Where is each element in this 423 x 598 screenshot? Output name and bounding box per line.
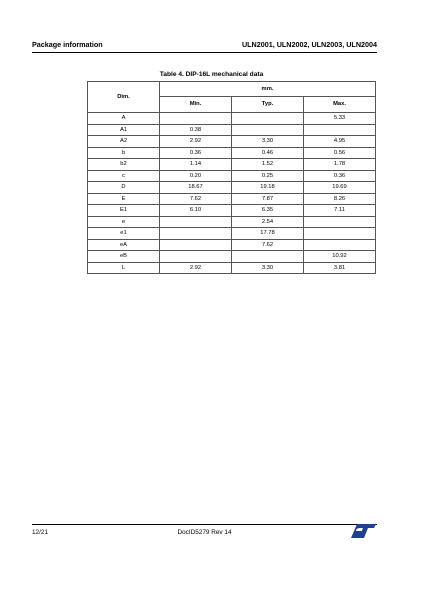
min-cell: 6.10: [160, 205, 232, 217]
max-cell: 19.69: [304, 182, 376, 194]
table-row: [88, 182, 376, 194]
dim-cell: A: [88, 113, 160, 125]
typ-cell: [232, 124, 304, 136]
typ-column-header: Typ.: [232, 97, 304, 113]
max-cell: 3.81: [304, 262, 376, 274]
typ-cell: 0.46: [232, 147, 304, 159]
table-row: [88, 262, 376, 274]
typ-cell: 6.35: [232, 205, 304, 217]
page-number: 12/21: [32, 529, 48, 536]
typ-cell: 1.52: [232, 159, 304, 171]
typ-cell: 19.18: [232, 182, 304, 194]
dim-cell: eA: [88, 239, 160, 251]
min-cell: 0.38: [160, 124, 232, 136]
min-cell: [160, 239, 232, 251]
typ-cell: [232, 113, 304, 125]
min-cell: [160, 216, 232, 228]
max-cell: [304, 239, 376, 251]
min-cell: 0.20: [160, 170, 232, 182]
mechanical-data-table: [87, 81, 376, 274]
max-cell: 10.92: [304, 251, 376, 263]
part-numbers: ULN2001, ULN2002, ULN2003, ULN2004: [241, 40, 377, 49]
min-cell: 2.92: [160, 262, 232, 274]
table-row: [88, 124, 376, 136]
table-row: [88, 193, 376, 205]
max-cell: 8.26: [304, 193, 376, 205]
dim-cell: c: [88, 170, 160, 182]
max-cell: [304, 124, 376, 136]
dim-cell: e: [88, 216, 160, 228]
min-cell: [160, 113, 232, 125]
table-row: [88, 251, 376, 263]
table-row: [88, 216, 376, 228]
dim-cell: E: [88, 193, 160, 205]
typ-cell: 2.54: [232, 216, 304, 228]
max-cell: [304, 216, 376, 228]
max-column-header: Max.: [304, 97, 376, 113]
table-caption: Table 4. DIP-16L mechanical data: [159, 71, 264, 78]
st-logo-icon: [347, 523, 377, 539]
document-id: DocID5279 Rev 14: [177, 529, 232, 536]
table-row: [88, 228, 376, 240]
min-cell: [160, 228, 232, 240]
table-row: [88, 170, 376, 182]
dim-cell: A1: [88, 124, 160, 136]
section-title: Package information: [32, 40, 103, 49]
max-cell: 7.11: [304, 205, 376, 217]
table-row: [88, 205, 376, 217]
max-cell: 5.33: [304, 113, 376, 125]
dim-cell: b2: [88, 159, 160, 171]
page-footer: [32, 529, 377, 543]
typ-cell: 3.30: [232, 136, 304, 148]
min-cell: [160, 251, 232, 263]
table-row: [88, 113, 376, 125]
typ-cell: 3.30: [232, 262, 304, 274]
typ-cell: [232, 251, 304, 263]
max-cell: [304, 228, 376, 240]
min-cell: 1.14: [160, 159, 232, 171]
unit-header: mm.: [160, 82, 376, 97]
min-cell: 0.36: [160, 147, 232, 159]
header-divider: [32, 52, 377, 53]
dim-cell: E1: [88, 205, 160, 217]
max-cell: 0.36: [304, 170, 376, 182]
typ-cell: 0.25: [232, 170, 304, 182]
max-cell: 4.95: [304, 136, 376, 148]
table-row: [88, 159, 376, 171]
dim-cell: D: [88, 182, 160, 194]
dim-cell: eB: [88, 251, 160, 263]
min-column-header: Min.: [160, 97, 232, 113]
max-cell: 1.78: [304, 159, 376, 171]
min-cell: 2.92: [160, 136, 232, 148]
min-cell: 7.62: [160, 193, 232, 205]
table-row: [88, 147, 376, 159]
typ-cell: 17.78: [232, 228, 304, 240]
typ-cell: 7.87: [232, 193, 304, 205]
min-cell: 18.67: [160, 182, 232, 194]
table-row: [88, 136, 376, 148]
dim-cell: e1: [88, 228, 160, 240]
dim-column-header: Dim.: [88, 82, 160, 113]
typ-cell: 7.62: [232, 239, 304, 251]
footer-divider: [32, 524, 377, 525]
dim-cell: L: [88, 262, 160, 274]
max-cell: 0.56: [304, 147, 376, 159]
table-row: [88, 239, 376, 251]
dim-cell: b: [88, 147, 160, 159]
dim-cell: A2: [88, 136, 160, 148]
